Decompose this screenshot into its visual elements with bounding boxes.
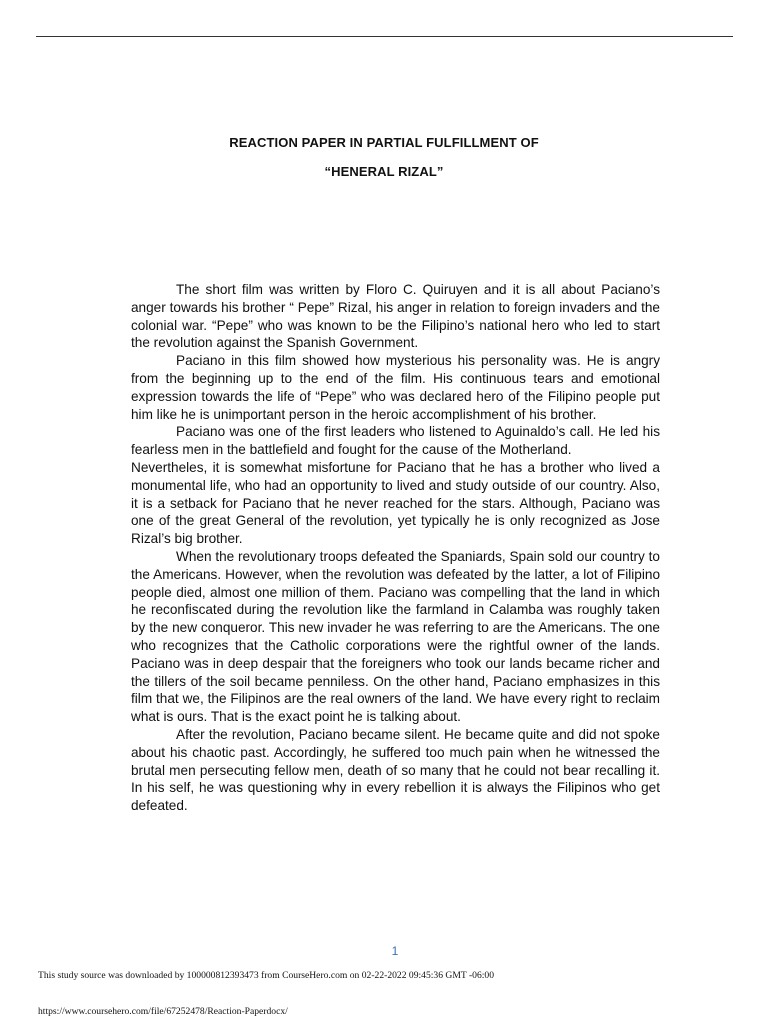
paragraph-6: After the revolution, Paciano became silent. He became quite and did not spoke about his chaotic past. Accordingly, he suffered too much pain when he witnessed the brutal men persecuting fellow men, death of so many that he could not bear recalling it. In his self, he was questioning why in every rebellion it is always the Filipinos who get defeated. (131, 726, 660, 814)
paragraph-3: Paciano was one of the first leaders who listened to Aguinaldo’s call. He led his fearless men in the battlefield and fought for the cause of the Motherland. (131, 424, 660, 458)
source-url: https://www.coursehero.com/file/67252478/Reaction-Paperdocx/ (38, 1006, 288, 1017)
header-divider (36, 36, 733, 37)
document-title-line-1: REACTION PAPER IN PARTIAL FULFILLMENT OF (229, 135, 539, 150)
document-title-line-2: “HENERAL RIZAL” (324, 164, 444, 179)
paragraph-2: Paciano in this film showed how mysterious his personality was. He is angry from the beginning up to the end of the film. His continuous tears and emotional expression towards the life of “Pepe” who was declared hero of the Filipino people put him like he is unimportant person in the heroic accomplishment of his brother. (131, 353, 660, 422)
paragraph-1: The short film was written by Floro C. Quiruyen and it is all about Paciano’s anger towards his brother “ Pepe” Rizal, his anger in relation to foreign invaders and the colonial war. “Pepe” who was known to be the Filipino’s national hero who led to start the revolution against the Spanish Government. (131, 282, 660, 351)
page-number: 1 (391, 944, 399, 958)
paragraph-5: When the revolutionary troops defeated the Spaniards, Spain sold our country to the Americans. However, when the revolution was defeated by the latter, a lot of Filipino people died, almost one million of them. Paciano was compelling that the land in which he reconfiscated during the revolution like the farmland in Calamba was roughly taken by the new conqueror. This new invader he was referring to are the Americans. The one who recognizes that the Catholic corporations were the rightful owner of the lands. Paciano was in deep despair that the foreigners who took our lands became richer and the tillers of the soil became penniless. On the other hand, Paciano emphasizes in this film that we, the Filipinos are the real owners of the land. We have every right to reclaim what is ours. That is the exact point he is talking about. (131, 548, 660, 725)
download-notice: This study source was downloaded by 100000812393473 from CourseHero.com on 02-22-2022 09:45:36 GMT -06:00 (38, 970, 495, 981)
document-body (131, 281, 660, 815)
paragraph-4: Nevertheles, it is somewhat misfortune for Paciano that he has a brother who lived a monumental life, who had an opportunity to lived and study outside of our country. Also, it is a setback for Paciano that he never reached for the stars. Although, Paciano was one of the great General of the revolution, yet typically he is only recognized as Jose Rizal’s big brother. (131, 459, 660, 547)
